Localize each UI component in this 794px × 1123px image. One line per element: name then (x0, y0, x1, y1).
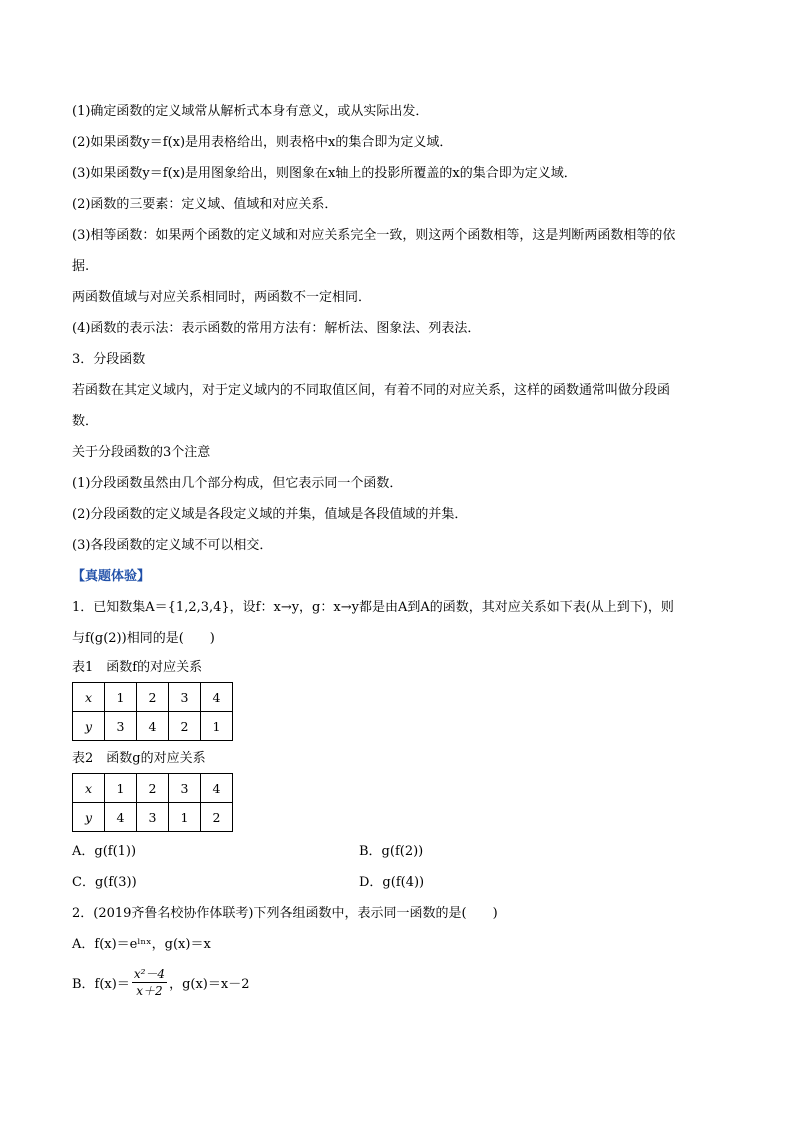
text-line: (2)函数的三要素：定义域、值域和对应关系． (72, 197, 338, 212)
text-line: (1)确定函数的定义域常从解析式本身有意义，或从实际出发． (72, 104, 429, 119)
table-cell: x (73, 683, 105, 712)
table-cell: 3 (137, 803, 169, 832)
table-cell: 4 (201, 683, 233, 712)
text-line: (2)如果函数y＝f(x)是用表格给出，则表格中x的集合即为定义域． (72, 135, 453, 150)
table-cell: 2 (169, 712, 201, 741)
table-cell: 3 (169, 774, 201, 803)
text-line: (3)如果函数y＝f(x)是用图象给出，则图象在x轴上的投影所覆盖的x的集合即为定义域． (72, 166, 577, 181)
text-line: 数． (72, 414, 99, 429)
table-cell: y (73, 803, 105, 832)
text-line: (4)函数的表示法：表示函数的常用方法有：解析法、图象法、列表法． (72, 321, 481, 336)
table-cell: x (73, 774, 105, 803)
option-d: D．g(f(4)) (359, 875, 425, 890)
question-1-stem: 1．已知数集A＝{1,2,3,4}，设f：x→y，g：x→y都是由A到A的函数，其对应关系如下表(从上到下)，则 (72, 600, 674, 615)
text-line: 关于分段函数的3个注意 (72, 445, 211, 460)
option-a: A．g(f(1)) (72, 844, 137, 859)
section-title: 3．分段函数 (72, 352, 146, 367)
question-2-stem: 2．(2019齐鲁名校协作体联考)下列各组函数中，表示同一函数的是( ) (72, 906, 498, 921)
document-page (72, 96, 722, 1004)
question-1-stem-cont: 与f(g(2))相同的是( ) (72, 631, 215, 646)
table-cell: 2 (201, 803, 233, 832)
table-cell: y (73, 712, 105, 741)
table-row (73, 774, 233, 803)
table-cell: 2 (137, 774, 169, 803)
table-cell: 4 (201, 774, 233, 803)
option-c: C．g(f(3)) (72, 875, 137, 890)
section-heading: 【真题体验】 (72, 569, 151, 584)
text-line: (1)分段函数虽然由几个部分构成，但它表示同一个函数． (72, 476, 403, 491)
table-cell: 3 (169, 683, 201, 712)
question-1-options-row-2 (72, 867, 722, 898)
fraction-numerator: x²－4 (133, 966, 166, 981)
text-line: 两函数值域与对应关系相同时，两函数不一定相同． (72, 290, 372, 305)
option-b-suffix: ，g(x)＝x－2 (169, 976, 250, 992)
question-1-options-row-1 (72, 836, 722, 867)
table-row (73, 683, 233, 712)
table-1-caption: 表1 函数f的对应关系 (72, 660, 203, 675)
text-line: 据. (72, 259, 90, 274)
table-1 (72, 682, 233, 741)
table-cell: 1 (201, 712, 233, 741)
question-2-option-b (72, 960, 722, 1004)
option-b-prefix: B．f(x)＝ (72, 976, 130, 992)
fraction-denominator: x＋2 (136, 983, 163, 998)
table-cell: 4 (105, 803, 137, 832)
table-cell: 3 (105, 712, 137, 741)
fraction (132, 966, 167, 999)
question-2-option-a: A．f(x)＝eˡⁿˣ，g(x)＝x (72, 937, 211, 952)
table-row (73, 712, 233, 741)
table-cell: 1 (105, 683, 137, 712)
table-2-caption: 表2 函数g的对应关系 (72, 751, 206, 766)
table-cell: 1 (105, 774, 137, 803)
table-2 (72, 773, 233, 832)
text-line: (3)各段函数的定义域不可以相交． (72, 538, 273, 553)
table-row (73, 803, 233, 832)
table-cell: 2 (137, 683, 169, 712)
text-line: (2)分段函数的定义域是各段定义域的并集，值域是各段值域的并集． (72, 507, 468, 522)
text-line: 若函数在其定义域内，对于定义域内的不同取值区间，有着不同的对应关系，这样的函数通常叫做分段函 (72, 383, 671, 398)
option-b: B．g(f(2)) (359, 844, 424, 859)
table-cell: 1 (169, 803, 201, 832)
table-cell: 4 (137, 712, 169, 741)
text-line: (3)相等函数：如果两个函数的定义域和对应关系完全一致，则这两个函数相等，这是判断两函数相等的依 (72, 228, 676, 243)
